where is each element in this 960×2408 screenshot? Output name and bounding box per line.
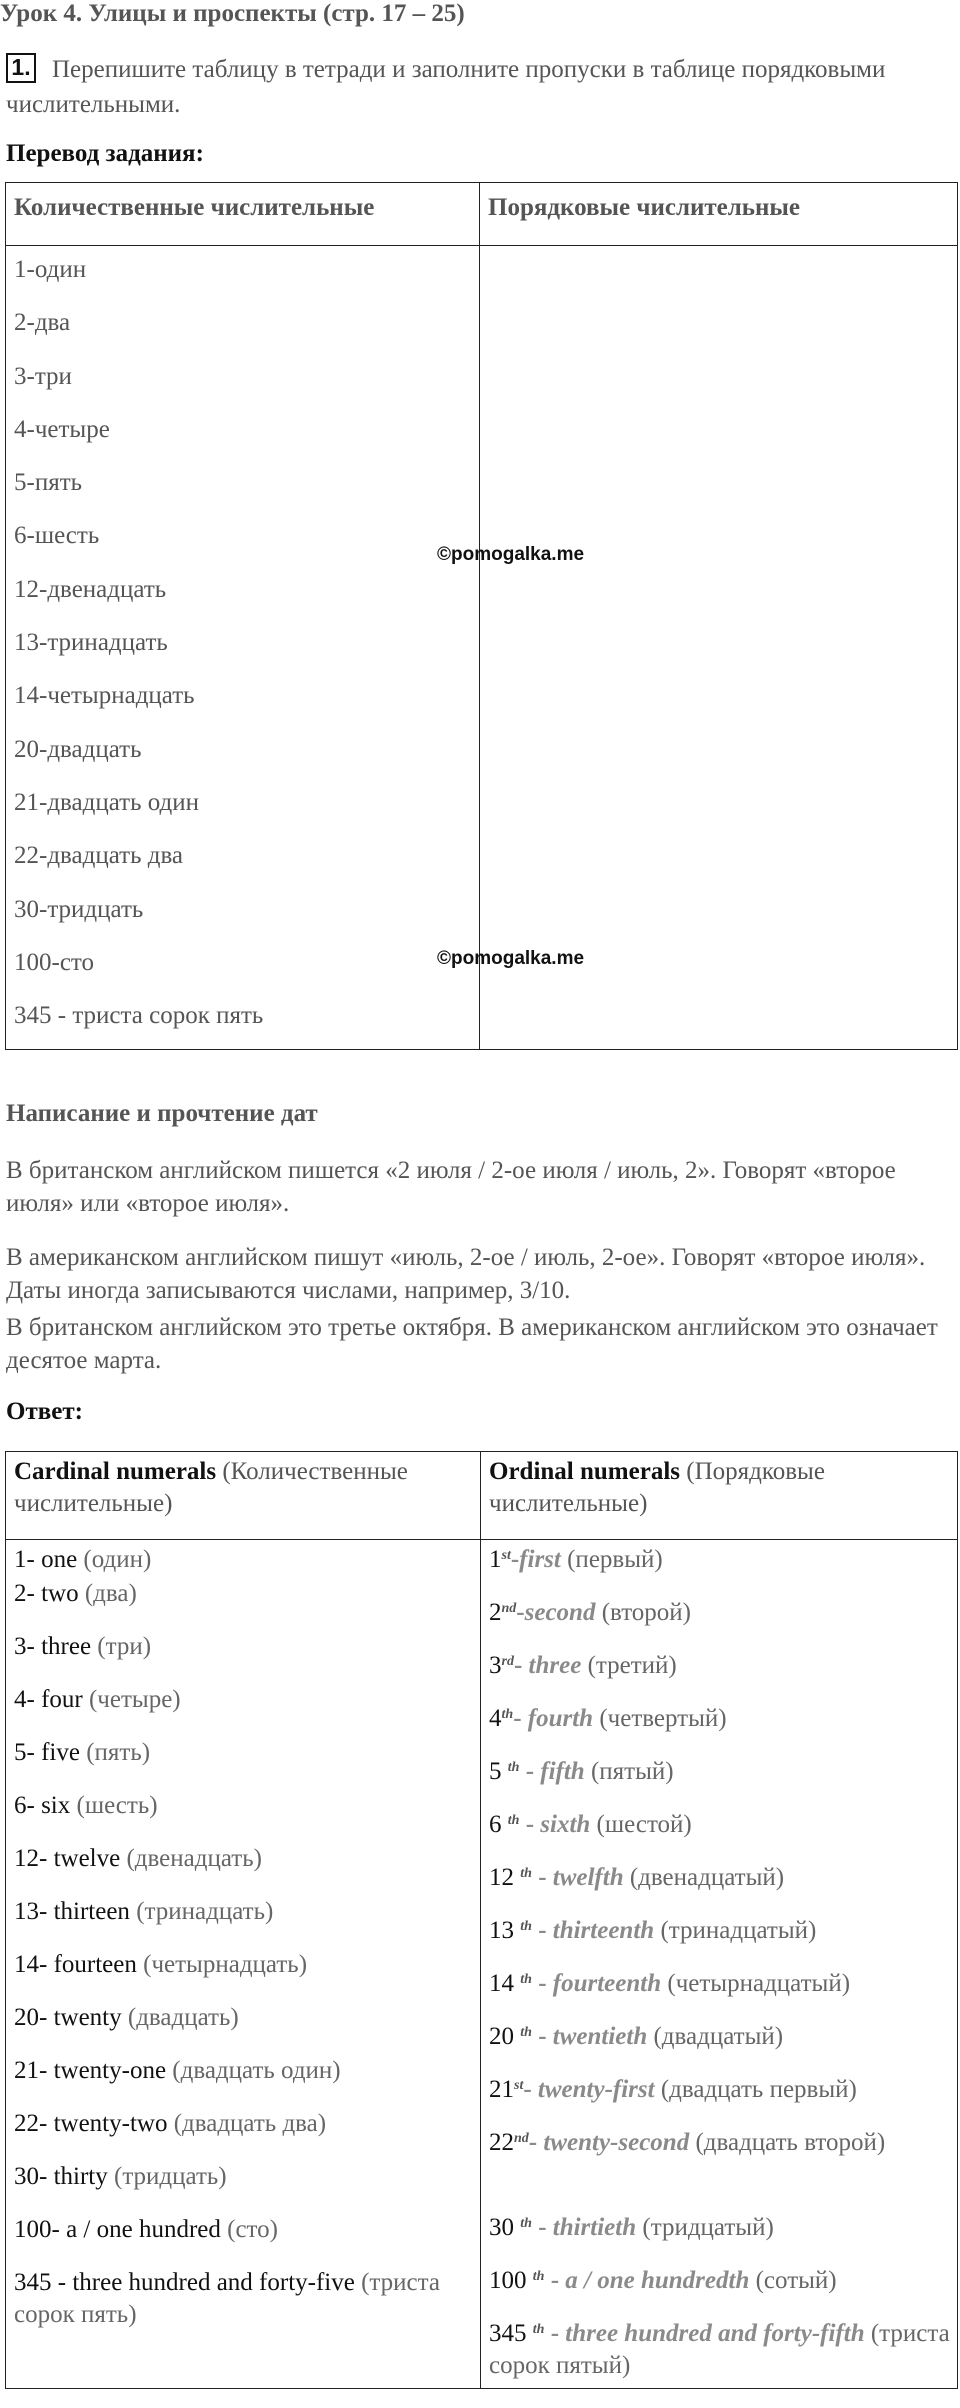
cardinal-russian: (двенадцать) xyxy=(126,1845,262,1872)
dates-section-title: Написание и прочтение дат xyxy=(6,1100,318,1127)
cardinal-english: 100- a / one hundred xyxy=(14,2216,221,2243)
ordinal-russian: (шестой) xyxy=(596,1811,692,1838)
ordinal-russian: (четвертый) xyxy=(599,1705,727,1732)
cardinal-row xyxy=(14,2161,480,2214)
ordinal-row xyxy=(489,1915,957,1968)
table1-row: 20-двадцать xyxy=(14,735,142,763)
ordinal-english: second xyxy=(524,1599,596,1626)
table1-row: 2-два xyxy=(14,309,71,337)
ordinal-row xyxy=(489,2127,957,2212)
ordinal-number: 21 xyxy=(489,2076,514,2103)
cardinal-english: 13- thirteen xyxy=(14,1898,130,1925)
ordinal-row xyxy=(489,1968,957,2021)
cardinal-russian: (триста сорок пять) xyxy=(14,2269,440,2328)
cardinal-row xyxy=(14,2002,480,2055)
ordinal-number: 12 xyxy=(489,1864,521,1891)
ordinal-english: a / one hundredth xyxy=(565,2267,750,2294)
ordinal-separator: - xyxy=(528,2129,544,2156)
ordinal-separator: - xyxy=(544,2267,566,2294)
cardinal-row xyxy=(14,1737,480,1790)
table1-row: 30-тридцать xyxy=(14,895,144,923)
ordinal-suffix: th xyxy=(532,2322,545,2337)
ordinal-english: first xyxy=(519,1546,561,1573)
dates-paragraph: В британском английском пишется «2 июля / 2-ое июля / июль, 2». Говорят «второе июля» или «второе июля». xyxy=(6,1157,896,1217)
cardinal-english: 22- twenty-two xyxy=(14,2110,168,2137)
ordinal-russian: (пятый) xyxy=(590,1758,674,1785)
ordinal-suffix: th xyxy=(507,1813,520,1828)
ordinal-number: 20 xyxy=(489,2023,521,2050)
ordinal-separator: - xyxy=(516,1599,525,1626)
ordinal-separator: - xyxy=(513,1652,529,1679)
ordinal-russian: (триста сорок пятый) xyxy=(489,2320,950,2379)
cardinal-row xyxy=(14,1578,480,1631)
task-instruction xyxy=(6,52,906,122)
ordinal-separator: - xyxy=(523,2076,538,2103)
ordinal-suffix: th xyxy=(520,2025,532,2040)
ordinal-english: twenty-first xyxy=(537,2076,655,2103)
ordinal-row xyxy=(489,1756,957,1809)
cardinal-english: 12- twelve xyxy=(14,1845,121,1872)
cardinal-row xyxy=(14,1843,480,1896)
ordinal-english: fourteenth xyxy=(552,1970,662,1997)
cardinal-row xyxy=(14,2108,480,2161)
ordinal-number: 3 xyxy=(489,1652,502,1679)
table1-row: 345 - триста сорок пять xyxy=(14,1002,264,1030)
ordinal-number: 22 xyxy=(489,2129,514,2156)
ordinal-number: 14 xyxy=(489,1970,521,1997)
ordinal-russian: (сотый) xyxy=(755,2267,837,2294)
ordinal-suffix: st xyxy=(501,1548,511,1563)
ordinal-number: 30 xyxy=(489,2214,521,2241)
table1-ordinal-column xyxy=(480,246,958,1050)
table2-cardinal-column xyxy=(6,1540,481,2389)
ordinal-suffix: th xyxy=(501,1707,514,1722)
ordinal-number: 2 xyxy=(489,1599,502,1626)
cardinal-english: 5- five xyxy=(14,1739,80,1766)
ordinal-suffix: th xyxy=(507,1760,520,1775)
dates-paragraph: В британском английском это третье октября. В американском английском это означает десятое марта. xyxy=(6,1314,938,1374)
cardinal-english: 6- six xyxy=(14,1792,71,1819)
table1-row: 22-двадцать два xyxy=(14,842,184,870)
cardinal-row xyxy=(14,2267,480,2337)
ordinal-separator: - xyxy=(510,1546,520,1573)
cardinal-row xyxy=(14,1631,480,1684)
ordinal-russian: (второй) xyxy=(601,1599,692,1626)
table2-header-cardinal: Cardinal numerals (Количественные числительные) xyxy=(6,1452,481,1540)
ordinal-number: 13 xyxy=(489,1917,521,1944)
table1-cardinal-column xyxy=(6,246,480,1050)
cardinal-russian: (двадцать два) xyxy=(173,2110,327,2137)
ordinal-russian: (двенадцатый) xyxy=(629,1864,785,1891)
ordinal-row xyxy=(489,1809,957,1862)
watermark: ©pomogalka.me xyxy=(437,948,585,969)
answer-table xyxy=(5,1451,958,2389)
ordinal-suffix: th xyxy=(520,1972,532,1987)
table1-row: 5-пять xyxy=(14,469,83,497)
ordinal-suffix: th xyxy=(532,2269,545,2284)
cardinal-english: 30- thirty xyxy=(14,2163,108,2190)
cardinal-russian: (двадцать) xyxy=(127,2004,239,2031)
cardinal-russian: (четыре) xyxy=(88,1686,181,1713)
ordinal-suffix: nd xyxy=(514,2131,529,2146)
cardinal-row xyxy=(14,1684,480,1737)
cardinal-russian: (два) xyxy=(84,1580,137,1607)
table1-header-ordinal: Порядковые числительные xyxy=(480,183,958,246)
ordinal-number: 6 xyxy=(489,1811,508,1838)
ordinal-english: twenty-second xyxy=(543,2129,690,2156)
cardinal-row xyxy=(14,1790,480,1843)
table1-row: 13-тринадцать xyxy=(14,629,168,657)
ordinal-row xyxy=(489,2212,957,2265)
table1-row: 100-сто xyxy=(14,948,95,976)
cardinal-row xyxy=(14,2214,480,2267)
ordinal-number: 100 xyxy=(489,2267,533,2294)
cardinal-row xyxy=(14,1949,480,2002)
ordinal-row xyxy=(489,1650,957,1703)
ordinal-row xyxy=(489,1544,957,1597)
table1-row: 12-двенадцать xyxy=(14,575,167,603)
ordinal-russian: (первый) xyxy=(567,1546,663,1573)
ordinal-russian: (четырнадцатый) xyxy=(667,1970,851,1997)
ordinal-suffix: st xyxy=(514,2078,524,2093)
ordinal-separator: - xyxy=(544,2320,566,2347)
ordinal-row xyxy=(489,2318,957,2388)
ordinal-row xyxy=(489,1862,957,1915)
cardinal-english: 21- twenty-one xyxy=(14,2057,167,2084)
ordinal-english: twentieth xyxy=(552,2023,648,2050)
ordinal-suffix: th xyxy=(520,2216,532,2231)
numerals-table xyxy=(5,182,958,1050)
cardinal-russian: (пять) xyxy=(86,1739,151,1766)
ordinal-english: sixth xyxy=(540,1811,591,1838)
cardinal-russian: (шесть) xyxy=(76,1792,158,1819)
table1-row: 6-шесть xyxy=(14,522,100,550)
table1-row: 21-двадцать один xyxy=(14,788,199,816)
task-number: 1. xyxy=(6,53,36,83)
cardinal-english: 345 - three hundred and forty-five xyxy=(14,2269,355,2296)
ordinal-english: three hundred and forty-fifth xyxy=(565,2320,865,2347)
table2-ordinal-column xyxy=(481,1540,958,2389)
ordinal-russian: (двадцать первый) xyxy=(660,2076,857,2103)
ordinal-number: 5 xyxy=(489,1758,508,1785)
cardinal-russian: (сто) xyxy=(227,2216,278,2243)
ordinal-number: 4 xyxy=(489,1705,502,1732)
ordinal-english: three xyxy=(528,1652,582,1679)
task-text: Перепишите таблицу в тетради и заполните пропуски в таблице порядковыми числительными. xyxy=(6,56,886,118)
cardinal-english: 14- fourteen xyxy=(14,1951,137,1978)
ordinal-suffix: rd xyxy=(501,1654,514,1669)
ordinal-russian: (двадцатый) xyxy=(653,2023,784,2050)
ordinal-row xyxy=(489,2074,957,2127)
cardinal-russian: (двадцать один) xyxy=(172,2057,341,2084)
table1-row: 3-три xyxy=(14,362,72,390)
cardinal-english: 2- two xyxy=(14,1580,79,1607)
ordinal-row xyxy=(489,2265,957,2318)
cardinal-russian: (один) xyxy=(83,1546,152,1573)
ordinal-separator: - xyxy=(513,1705,528,1732)
cardinal-english: 3- three xyxy=(14,1633,92,1660)
ordinal-row xyxy=(489,1703,957,1756)
cardinal-english: 1- one xyxy=(14,1546,78,1573)
ordinal-separator: - xyxy=(519,1758,541,1785)
ordinal-english: thirteenth xyxy=(552,1917,655,1944)
ordinal-russian: (тринадцатый) xyxy=(660,1917,817,1944)
cardinal-russian: (четырнадцать) xyxy=(143,1951,308,1978)
ordinal-suffix: th xyxy=(520,1919,532,1934)
cardinal-russian: (три) xyxy=(97,1633,152,1660)
ordinal-english: fifth xyxy=(540,1758,585,1785)
ordinal-english: twelfth xyxy=(552,1864,624,1891)
ordinal-separator: - xyxy=(531,1970,553,1997)
cardinal-row xyxy=(14,2055,480,2108)
ordinal-separator: - xyxy=(531,2023,553,2050)
table1-row: 1-один xyxy=(14,256,87,283)
ordinal-english: thirtieth xyxy=(552,2214,637,2241)
ordinal-suffix: nd xyxy=(501,1601,517,1616)
ordinal-suffix: th xyxy=(520,1866,532,1881)
table1-row: 14-четырнадцать xyxy=(14,682,195,710)
ordinal-number: 345 xyxy=(489,2320,533,2347)
translation-heading: Перевод задания: xyxy=(6,140,204,167)
ordinal-row xyxy=(489,1597,957,1650)
ordinal-number: 1 xyxy=(489,1546,502,1573)
table1-row: 4-четыре xyxy=(14,415,110,443)
ordinal-separator: - xyxy=(531,1864,553,1891)
ordinal-separator: - xyxy=(531,1917,553,1944)
cardinal-row xyxy=(14,1896,480,1949)
ordinal-russian: (третий) xyxy=(587,1652,677,1679)
cardinal-russian: (тринадцать) xyxy=(136,1898,274,1925)
dates-paragraph: В американском английском пишут «июль, 2-ое / июль, 2-ое». Говорят «второе июля». Даты иногда записываются числами, например, 3/10. xyxy=(6,1244,926,1304)
cardinal-row xyxy=(14,1544,480,1578)
cardinal-english: 4- four xyxy=(14,1686,83,1713)
ordinal-separator: - xyxy=(519,1811,541,1838)
watermark: ©pomogalka.me xyxy=(437,544,585,565)
answer-heading: Ответ: xyxy=(6,1398,83,1425)
page-title: Урок 4. Улицы и проспекты (стр. 17 – 25) xyxy=(0,0,465,27)
cardinal-russian: (тридцать) xyxy=(114,2163,227,2190)
cardinal-english: 20- twenty xyxy=(14,2004,122,2031)
table2-header-ordinal: Ordinal numerals (Порядковые числительные) xyxy=(481,1452,958,1540)
ordinal-separator: - xyxy=(531,2214,553,2241)
ordinal-russian: (тридцатый) xyxy=(642,2214,774,2241)
ordinal-russian: (двадцать второй) xyxy=(695,2129,886,2156)
ordinal-row xyxy=(489,2021,957,2074)
table1-header-cardinal: Количественные числительные xyxy=(6,183,480,246)
ordinal-english: fourth xyxy=(527,1705,594,1732)
